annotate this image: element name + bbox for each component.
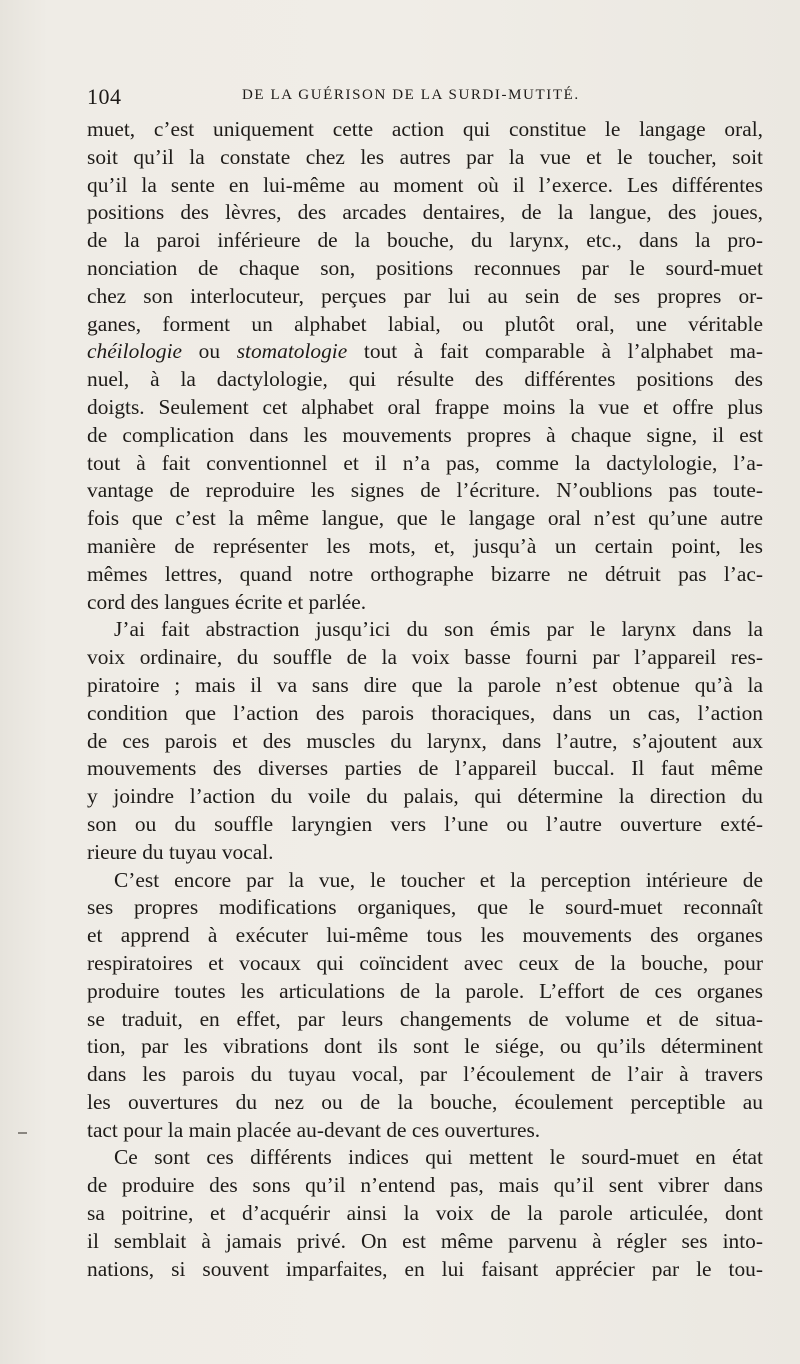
- page-number: 104: [87, 84, 122, 109]
- text-line: fois que c’est la même langue, que le langage oral n’est qu’une autre: [87, 506, 763, 531]
- text-line: tact pour la main placée au-devant de ces ouvertures.: [87, 1117, 541, 1142]
- text-line: ganes, forment un alphabet labial, ou plutôt oral, une véritable: [87, 311, 763, 336]
- margin-tick-mark: [18, 1132, 27, 1134]
- text-line: C’est encore par la vue, le toucher et la perception intérieure de: [114, 867, 763, 892]
- text-line-with-italics: [87, 338, 763, 366]
- text-line: J’ai fait abstraction jusqu’ici du son émis par le larynx dans la: [114, 617, 763, 642]
- italic-term: chéilologie: [87, 339, 183, 364]
- text-line: les ouvertures du nez ou de la bouche, écoulement perceptible au: [87, 1089, 763, 1114]
- text-line: positions des lèvres, des arcades dentaires, de la langue, des joues,: [87, 200, 763, 225]
- text-line: nuel, à la dactylologie, qui résulte des différentes positions des: [87, 367, 763, 392]
- body-text: [87, 116, 763, 1283]
- text-line: Ce sont ces différents indices qui mettent le sourd-muet en état: [114, 1145, 763, 1170]
- text-line: se traduit, en effet, par leurs changements de volume et de situa-: [87, 1006, 763, 1031]
- italic-term: stomatologie: [236, 339, 348, 364]
- text-line: dans les parois du tuyau vocal, par l’écoulement de l’air à travers: [87, 1062, 763, 1087]
- text-line: qu’il la sente en lui-même au moment où il l’exerce. Les différentes: [87, 172, 763, 197]
- text-line: nations, si souvent imparfaites, en lui faisant apprécier par le tou-: [87, 1256, 763, 1281]
- text-line: y joindre l’action du voile du palais, qui détermine la direction du: [87, 784, 763, 809]
- text-line: condition que l’action des parois thoraciques, dans un cas, l’action: [87, 700, 763, 725]
- text-line: vantage de reproduire les signes de l’écriture. N’oublions pas toute-: [87, 478, 763, 503]
- text-line: tion, par les vibrations dont ils sont le siége, ou qu’ils déterminent: [87, 1034, 763, 1059]
- running-title: DE LA GUÉRISON DE LA SURDI-MUTITÉ.: [242, 87, 580, 103]
- text-line: soit qu’il la constate chez les autres par la vue et le toucher, soit: [87, 144, 763, 169]
- text-line: piratoire ; mais il va sans dire que la parole n’est obtenue qu’à la: [87, 672, 763, 697]
- text-line: chez son interlocuteur, perçues par lui au sein de ses propres or-: [87, 283, 763, 308]
- paragraph-2: [87, 616, 763, 866]
- text-line: de ces parois et des muscles du larynx, dans l’autre, s’ajoutent aux: [87, 728, 763, 753]
- text-line: de produire des sons qu’il n’entend pas, mais qu’il sent vibrer dans: [87, 1173, 763, 1198]
- text-line: de la paroi inférieure de la bouche, du larynx, etc., dans la pro-: [87, 228, 763, 253]
- text-line: de complication dans les mouvements propres à chaque signe, il est: [87, 422, 763, 447]
- text-line: respiratoires et vocaux qui coïncident avec ceux de la bouche, pour: [87, 950, 763, 975]
- text-line: mouvements des diverses parties de l’appareil buccal. Il faut même: [87, 756, 763, 781]
- text-line: nonciation de chaque son, positions reconnues par le sourd-muet: [87, 255, 763, 280]
- text-line: il semblait à jamais privé. On est même parvenu à régler ses into-: [87, 1228, 763, 1253]
- text-line: ses propres modifications organiques, que le sourd-muet reconnaît: [87, 895, 763, 920]
- text-line: doigts. Seulement cet alphabet oral frappe moins la vue et offre plus: [87, 394, 763, 419]
- text-line: et apprend à exécuter lui-même tous les mouvements des organes: [87, 923, 763, 948]
- text-line: produire toutes les articulations de la parole. L’effort de ces organes: [87, 978, 763, 1003]
- text-line: manière de représenter les mots, et, jusqu’à un certain point, les: [87, 533, 763, 558]
- text-line: sa poitrine, et d’acquérir ainsi la voix de la parole articulée, dont: [87, 1201, 763, 1226]
- text-line: tout à fait conventionnel et il n’a pas, comme la dactylologie, l’a-: [87, 450, 763, 475]
- page-header: [87, 84, 765, 110]
- paragraph-3: [87, 867, 763, 1145]
- text-line: rieure du tuyau vocal.: [87, 839, 274, 864]
- text-line: mêmes lettres, quand notre orthographe bizarre ne détruit pas l’ac-: [87, 561, 763, 586]
- text-line: son ou du souffle laryngien vers l’une ou l’autre ouverture exté-: [87, 811, 763, 836]
- text-line: voix ordinaire, du souffle de la voix basse fourni par l’appareil res-: [87, 645, 763, 670]
- text-fragment: tout à fait comparable à l’alphabet ma-: [347, 339, 763, 364]
- text-fragment: ou: [182, 339, 237, 364]
- text-line: cord des langues écrite et parlée.: [87, 589, 367, 614]
- paragraph-1: [87, 116, 763, 616]
- text-line: muet, c’est uniquement cette action qui constitue le langage oral,: [87, 117, 763, 141]
- paragraph-4: [87, 1144, 763, 1283]
